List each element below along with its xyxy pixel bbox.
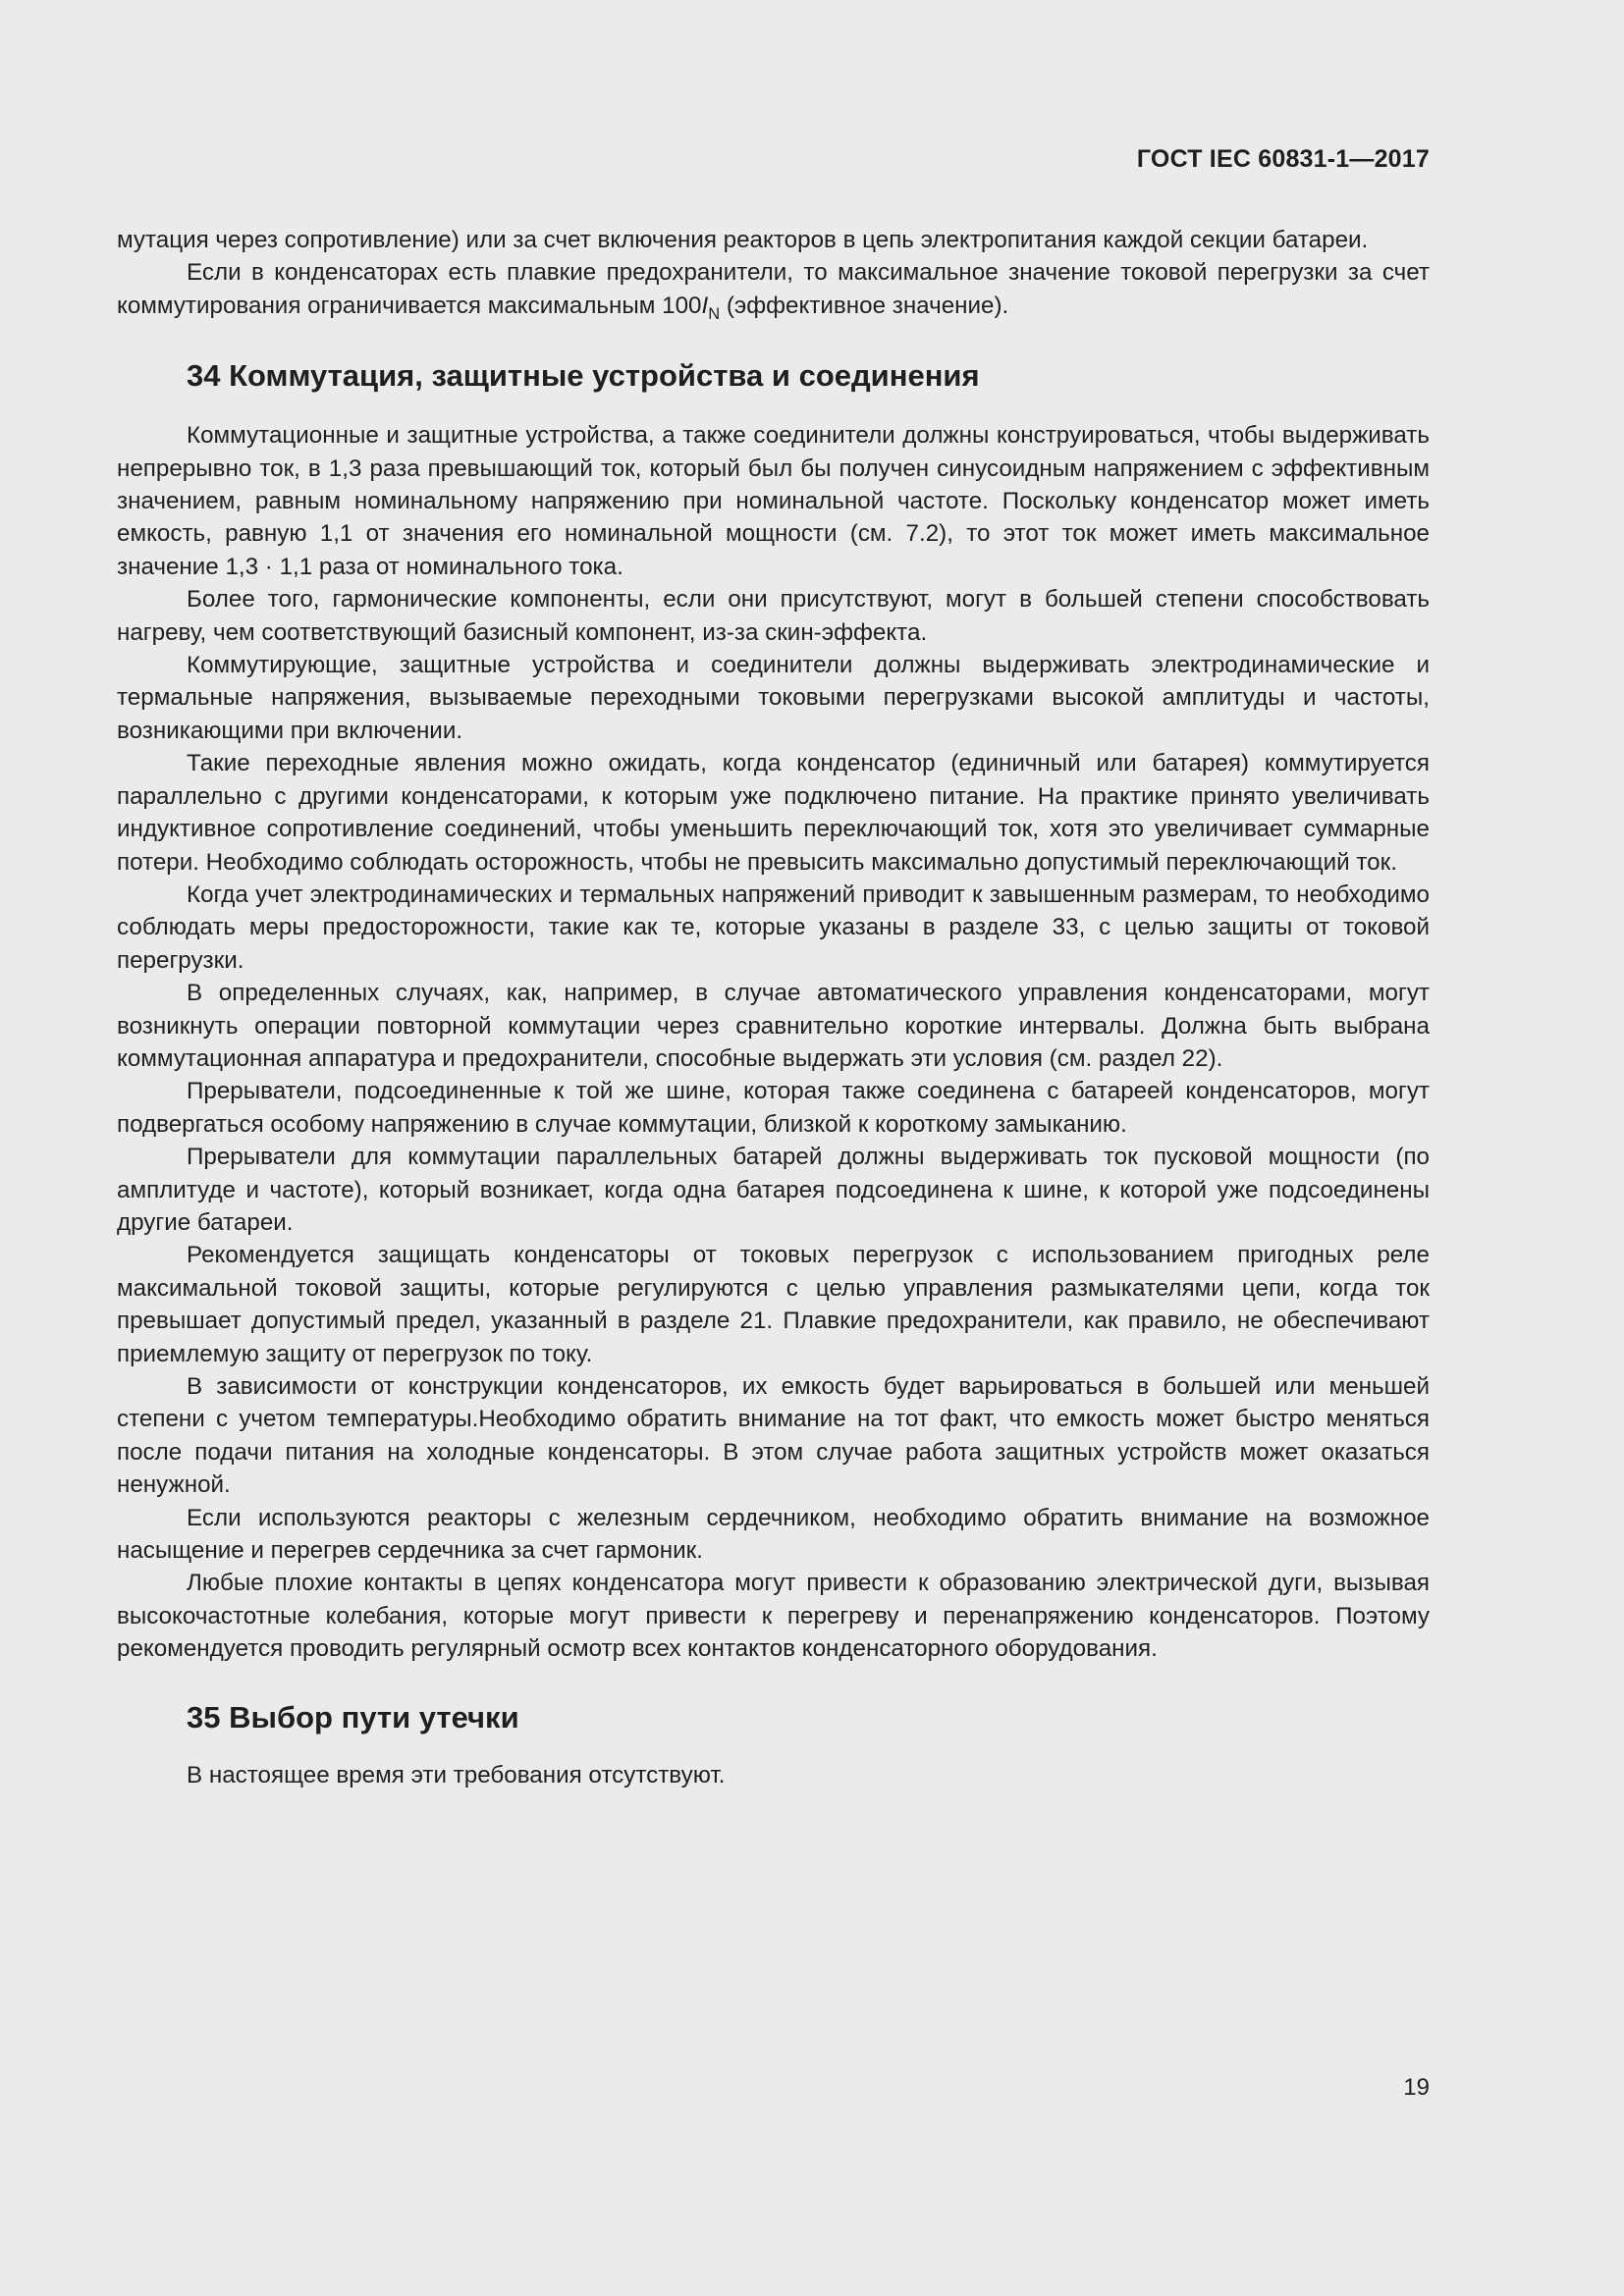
fuse-paragraph-tail: (эффективное значение). xyxy=(720,292,1009,319)
section-34-heading: 34 Коммутация, защитные устройства и соединения xyxy=(187,358,980,394)
section-34-paragraph: Коммутирующие, защитные устройства и соединители должны выдерживать электродинамические и термальные напряжения, вызываемые переходными токовыми перегрузками высокой амплитуды и частоты, возникающими при включении. xyxy=(117,652,1430,744)
section-34-paragraph: Если используются реакторы с железным сердечником, необходимо обратить внимание на возможное насыщение и перегрев сердечника за счет гармоник. xyxy=(117,1504,1430,1565)
page-number: 19 xyxy=(1403,2074,1430,2101)
section-34-paragraph: Прерыватели, подсоединенные к той же шине, которая также соединена с батареей конденсаторов, могут подвергаться особому напряжению в случае коммутации, близкой к короткому замыканию. xyxy=(117,1078,1430,1138)
section-35-heading: 35 Выбор пути утечки xyxy=(187,1699,519,1735)
current-subscript: N xyxy=(708,304,721,323)
section-34-paragraph: Более того, гармонические компоненты, если они присутствуют, могут в большей степени способствовать нагреву, чем соответствующий базисный компонент, из-за скин-эффекта. xyxy=(117,586,1430,646)
fuse-paragraph xyxy=(117,256,1430,322)
section-34-paragraph: В зависимости от конструкции конденсаторов, их емкость будет варьироваться в большей или меньшей степени с учетом температуры.Необходимо обратить внимание на тот факт, что емкость может быстро меняться после подачи питания на холодные конденсаторы. В этом случае работа защитных устройств может оказаться ненужной. xyxy=(117,1373,1430,1499)
section-34-paragraph: Любые плохие контакты в цепях конденсатора могут привести к образованию электрической дуги, вызывая высокочастотные колебания, которые могут привести к перегреву и перенапряжению конденсаторов. Поэтому рекомендуется проводить регулярный осмотр всех контактов конденсаторного оборудования. xyxy=(117,1570,1430,1663)
page-body xyxy=(117,224,1430,1791)
section-34-paragraph: Коммутационные и защитные устройства, а также соединители должны конструироваться, чтобы выдерживать непрерывно ток, в 1,3 раза превышающий ток, который был бы получен синусоидным напряжением с эффективным значением, равным номинальному напряжению при номинальной частоте. Поскольку конденсатор может иметь емкость, равную 1,1 от значения его номинальной мощности (см. 7.2), то этот ток может иметь максимальное значение 1,3 · 1,1 раза от номинального тока. xyxy=(117,422,1430,580)
section-35-paragraph: В настоящее время эти требования отсутствуют. xyxy=(187,1761,726,1789)
section-34-paragraph: Прерыватели для коммутации параллельных батарей должны выдерживать ток пусковой мощности (по амплитуде и частоте), который возникает, когда одна батарея подсоединена к шине, к которой уже подсоединены другие батареи. xyxy=(117,1144,1430,1236)
section-34-paragraph: Такие переходные явления можно ожидать, когда конденсатор (единичный или батарея) коммутируется параллельно с другими конденсаторами, к которым уже подключено питание. На практике принято увеличивать индуктивное сопротивление соединений, чтобы уменьшить переключающий ток, хотя это увеличивает суммарные потери. Необходимо соблюдать осторожность, чтобы не превысить максимально допустимый переключающий ток. xyxy=(117,750,1430,876)
fuse-paragraph-text: Если в конденсаторах есть плавкие предохранители, то максимальное значение токовой перегрузки за счет коммутирования ограничивается максимальным 100 xyxy=(117,259,1430,319)
page-header: ГОСТ IEC 60831-1—2017 xyxy=(1136,145,1430,173)
section-34-paragraph: Рекомендуется защищать конденсаторы от токовых перегрузок с использованием пригодных реле максимальной токовой защиты, которые регулируются с целью управления размыкателями цепи, когда ток превышает допустимый предел, указанный в разделе 21. Плавкие предохранители, как правило, не обеспечивают приемлемую защиту от перегрузок по току. xyxy=(117,1242,1430,1367)
current-symbol: I xyxy=(701,292,709,319)
continuation-paragraph: мутация через сопротивление) или за счет включения реакторов в цепь электропитания каждой секции батареи. xyxy=(117,227,1369,253)
section-34-paragraph: В определенных случаях, как, например, в случае автоматического управления конденсаторами, могут возникнуть операции повторной коммутации через сравнительно короткие интервалы. Должна быть выбрана коммутационная аппаратура и предохранители, способные выдержать эти условия (см. раздел 22). xyxy=(117,980,1430,1072)
section-34-paragraph: Когда учет электродинамических и термальных напряжений приводит к завышенным размерам, то необходимо соблюдать меры предосторожности, такие как те, которые указаны в разделе 33, с целью защиты от токовой перегрузки. xyxy=(117,881,1430,974)
